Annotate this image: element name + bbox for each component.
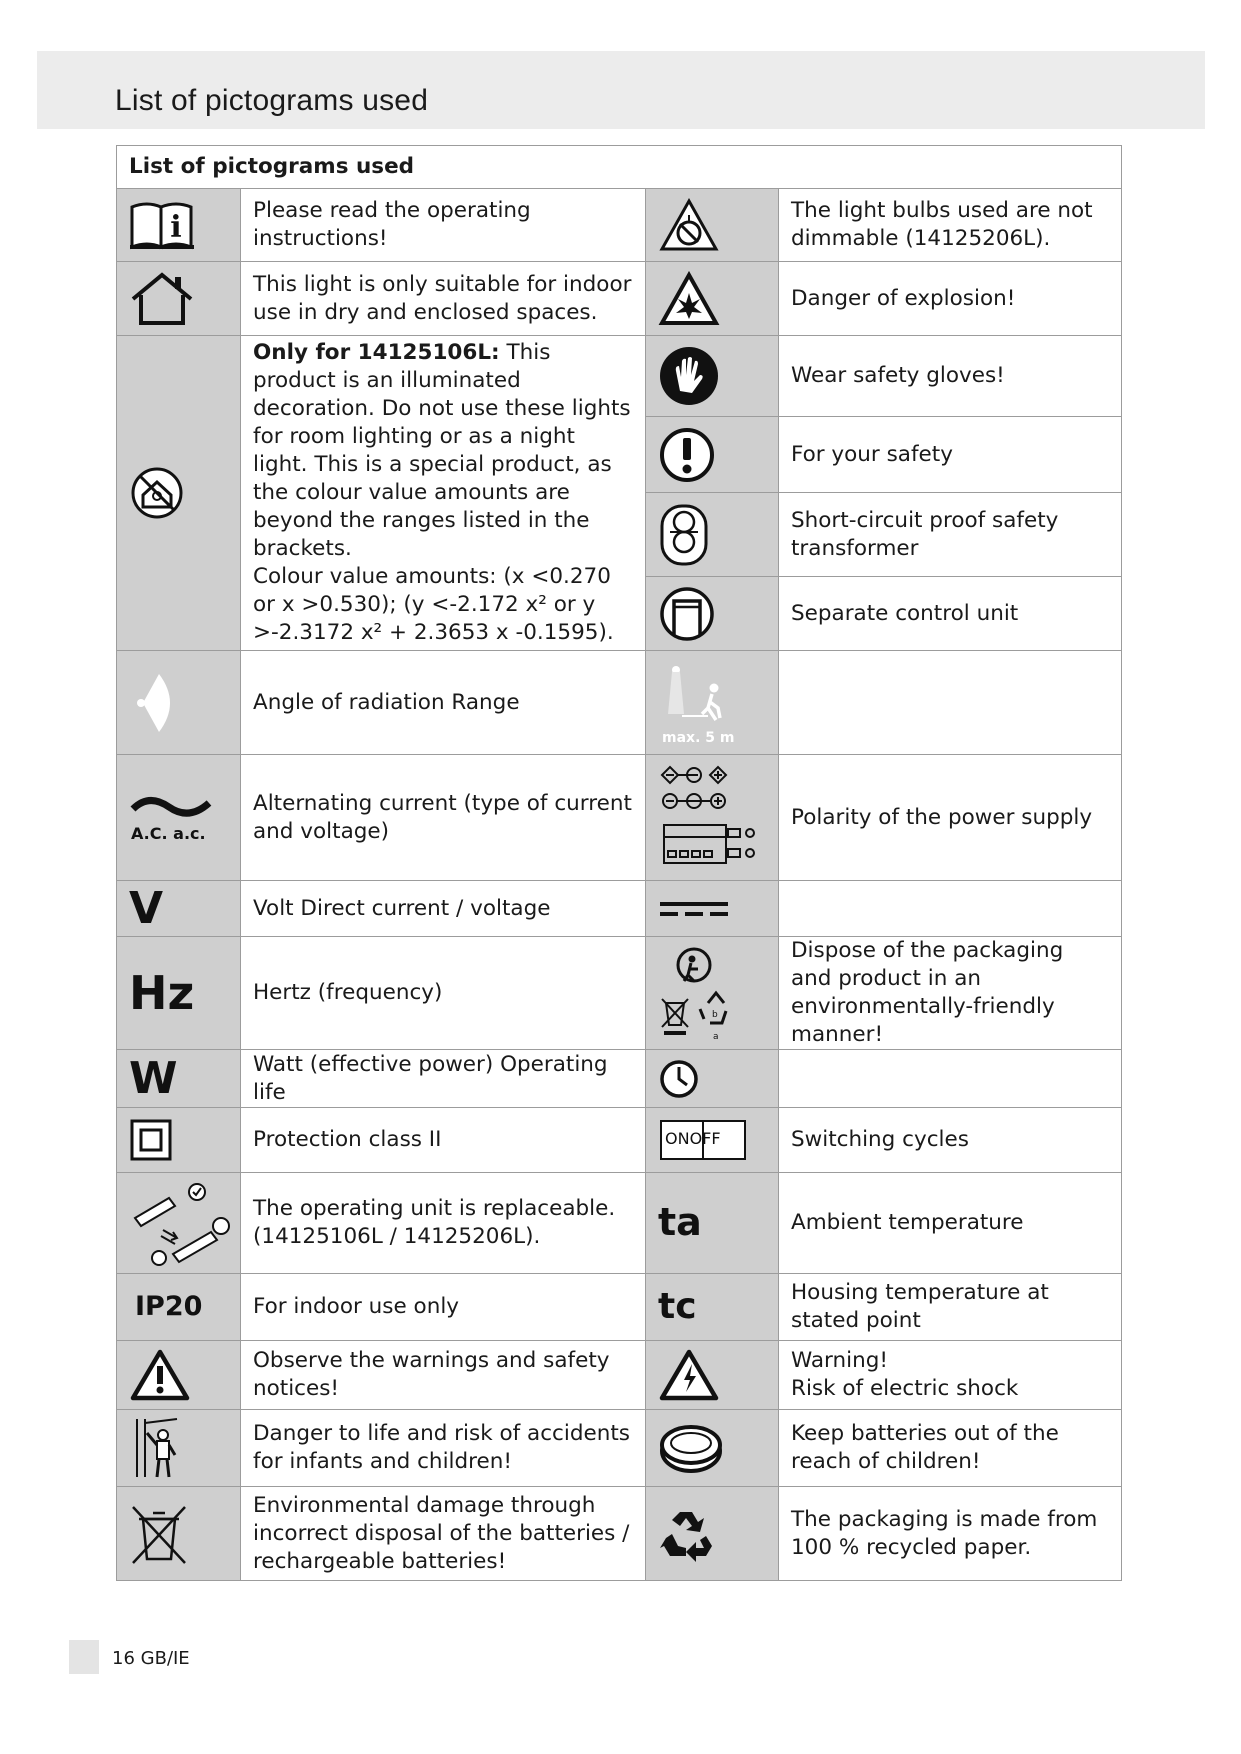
row-text-right: Housing temperature at stated point: [779, 1274, 1122, 1341]
row-text-left: Please read the operating instructions!: [241, 189, 646, 262]
svg-text:i: i: [170, 210, 182, 245]
row-text-left: Protection class II: [241, 1108, 646, 1173]
pictogram-table: [116, 145, 1122, 1581]
hertz-icon: [117, 937, 241, 1050]
no-room-lighting-icon: [117, 336, 241, 651]
row-text-right: Ambient temperature: [779, 1173, 1122, 1274]
row-text-right: The packaging is made from 100 % recycled paper.: [779, 1487, 1122, 1581]
on-off-label: ONOFF: [665, 1129, 721, 1148]
product-code-label: Only for 14125106L:: [253, 340, 500, 365]
watt-label: W: [129, 1052, 178, 1104]
explosion-warning-icon: [646, 262, 779, 336]
row-text-left: For indoor use only: [241, 1274, 646, 1341]
volt-label: V: [129, 882, 164, 934]
ac-label: A.C. a.c.: [131, 823, 206, 843]
ac-icon: [117, 755, 241, 881]
row-text-left: Watt (effective power) Operating life: [241, 1050, 646, 1108]
page-footer: [112, 1648, 190, 1669]
safety-gloves-icon: [646, 336, 779, 417]
row-text-left: Hertz (frequency): [241, 937, 646, 1050]
row-text-left: This light is only suitable for indoor use in dry and enclosed spaces.: [241, 262, 646, 336]
row-text-right: [779, 881, 1122, 937]
table-row: [117, 1341, 1122, 1410]
row-text-right: Short-circuit proof safety transformer: [779, 493, 1122, 577]
row-text-right: For your safety: [779, 417, 1122, 493]
svg-text:a: a: [713, 1032, 719, 1041]
table-row: [117, 1487, 1122, 1581]
volt-icon: [117, 881, 241, 937]
table-row: [117, 336, 1122, 417]
table-row: [117, 937, 1122, 1050]
ta-label: ta: [658, 1200, 702, 1244]
ta-icon: [646, 1173, 779, 1274]
book-info-icon: [117, 189, 241, 262]
row-text-right: [779, 1050, 1122, 1108]
row-text-left: Angle of radiation Range: [241, 651, 646, 755]
exclamation-icon: [646, 417, 779, 493]
row-text-left: Volt Direct current / voltage: [241, 881, 646, 937]
tc-icon: [646, 1274, 779, 1341]
page-number: 16: [112, 1648, 135, 1669]
row-text-right: Keep batteries out of the reach of children!: [779, 1410, 1122, 1487]
crossed-bin-icon: [117, 1487, 241, 1581]
watt-icon: [117, 1050, 241, 1108]
row-text-right: The light bulbs used are not dimmable (14125206L).: [779, 189, 1122, 262]
table-row: [117, 651, 1122, 755]
clock-icon: [646, 1050, 779, 1108]
ip20-label: IP20: [135, 1290, 203, 1322]
page-title: List of pictograms used: [115, 84, 429, 117]
table-heading: List of pictograms used: [117, 146, 1122, 189]
region-code: GB/IE: [140, 1648, 190, 1669]
on-off-icon: [646, 1108, 779, 1173]
tc-label: tc: [658, 1285, 697, 1327]
illumination-note: This product is an illuminated decoration. Do not use these lights for room lighting or as a night light. This is a special product, as the colour value amounts are beyond the ranges listed in the brackets.: [253, 340, 631, 561]
row-text-right: Polarity of the power supply: [779, 755, 1122, 881]
child-danger-icon: [117, 1410, 241, 1487]
hertz-label: Hz: [129, 965, 195, 1020]
row-text-left: Observe the warnings and safety notices!: [241, 1341, 646, 1410]
row-text-left: Environmental damage through incorrect disposal of the batteries / rechargeable batteries!: [241, 1487, 646, 1581]
ip20-icon: [117, 1274, 241, 1341]
radiation-angle-icon: [117, 651, 241, 755]
colour-values-note: Colour value amounts: (x <0.270 or x >0.530); (y <-2.172 x² or y >-2.3172 x² + 2.3653 x -0.1595).: [253, 564, 614, 645]
direct-current-icon: [646, 881, 779, 937]
row-text-right: [779, 651, 1122, 755]
table-row: [117, 1108, 1122, 1173]
safety-transformer-icon: [646, 493, 779, 577]
row-text-right: Dispose of the packaging and product in an environmentally-friendly manner!: [779, 937, 1122, 1050]
button-battery-icon: [646, 1410, 779, 1487]
table-row: [117, 1274, 1122, 1341]
table-row: [117, 262, 1122, 336]
table-row: [117, 755, 1122, 881]
table-row: [117, 189, 1122, 262]
row-text-left: [241, 336, 646, 651]
row-text-right: Wear safety gloves!: [779, 336, 1122, 417]
row-text-right: Warning! Risk of electric shock: [779, 1341, 1122, 1410]
table-row: [117, 881, 1122, 937]
row-text-right: Separate control unit: [779, 577, 1122, 651]
table-row: [117, 1050, 1122, 1108]
recycle-icon: [646, 1487, 779, 1581]
range-icon: [646, 651, 779, 755]
disposal-icon: [646, 937, 779, 1050]
row-text-left: Danger to life and risk of accidents for infants and children!: [241, 1410, 646, 1487]
polarity-icon: [646, 755, 779, 881]
footer-marker: [69, 1640, 99, 1674]
range-label: max. 5 m: [662, 729, 735, 746]
row-text-right: Danger of explosion!: [779, 262, 1122, 336]
not-dimmable-icon: [646, 189, 779, 262]
protection-class-icon: [117, 1108, 241, 1173]
house-icon: [117, 262, 241, 336]
replaceable-unit-icon: [117, 1173, 241, 1274]
svg-text:b: b: [712, 1010, 718, 1020]
row-text-right: Switching cycles: [779, 1108, 1122, 1173]
warning-icon: [117, 1341, 241, 1410]
table-row: [117, 1173, 1122, 1274]
control-unit-icon: [646, 577, 779, 651]
table-row: [117, 1410, 1122, 1487]
electric-shock-icon: [646, 1341, 779, 1410]
row-text-left: Alternating current (type of current and voltage): [241, 755, 646, 881]
row-text-left: The operating unit is replaceable. (14125106L / 14125206L).: [241, 1173, 646, 1274]
